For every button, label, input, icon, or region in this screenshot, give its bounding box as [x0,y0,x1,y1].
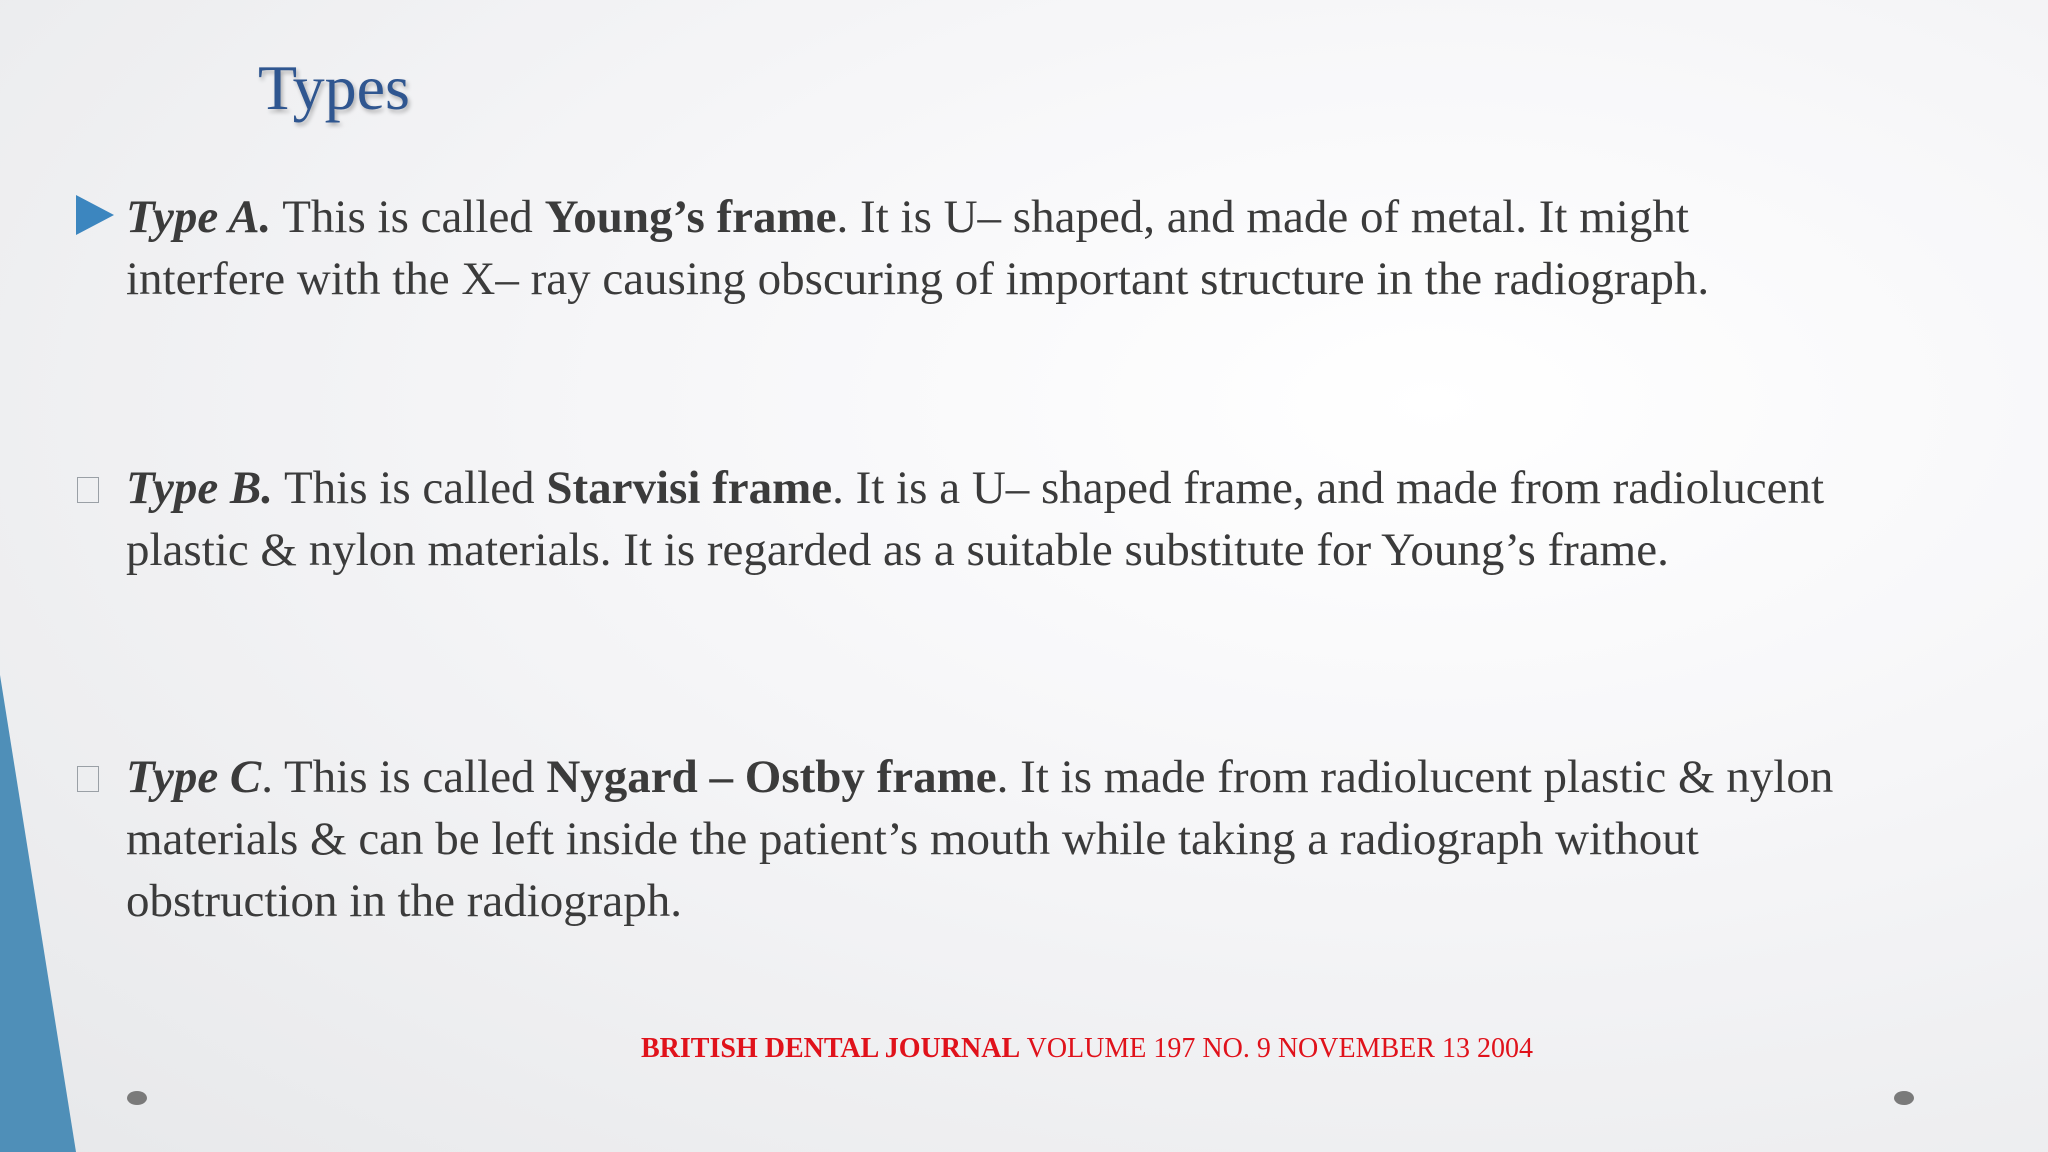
citation [641,1031,1533,1067]
square-icon [77,766,99,792]
bullet-text [126,457,1846,581]
bullet-text-part: This is called [273,462,547,514]
accent-strip-shape [0,675,76,1152]
bullet-label: Type B. [126,462,274,514]
bullet-label: Type A. [126,191,272,243]
square-icon [77,477,99,503]
slide-title: Types [258,52,410,123]
bullet-text-part: . It is a U– shaped frame, and made from radiolucent plastic & nylon materials. It is regarded as a suitable substitute for Young’s frame. [126,462,1825,576]
nav-dot-right [1894,1091,1914,1105]
bullet-text-part: . It is U– shaped, and made of metal. It might interfere with the X– ray causing obscuring of important structure in the radiograph. [126,191,1710,305]
bullet-text-part: . This is called [261,751,547,803]
bullet-bold: Nygard – Ostby frame [546,751,997,803]
citation-details: VOLUME 197 NO. 9 NOVEMBER 13 2004 [1020,1033,1533,1064]
bullet-text-part: . It is made from radiolucent plastic & nylon materials & can be left inside the patient’s mouth while taking a radiograph without obstruction in the radiograph. [126,751,1834,927]
bullet-bold: Young’s frame [544,191,837,243]
bullet-text [126,746,1846,932]
bullet-text [126,186,1846,310]
bullet-bold: Starvisi frame [546,462,833,514]
citation-journal: BRITISH DENTAL JOURNAL [641,1033,1021,1064]
triangle-icon [74,186,116,236]
bullet-text-part: This is called [271,191,545,243]
bullet-label: Type C [126,751,262,803]
nav-dot-left [127,1091,147,1105]
